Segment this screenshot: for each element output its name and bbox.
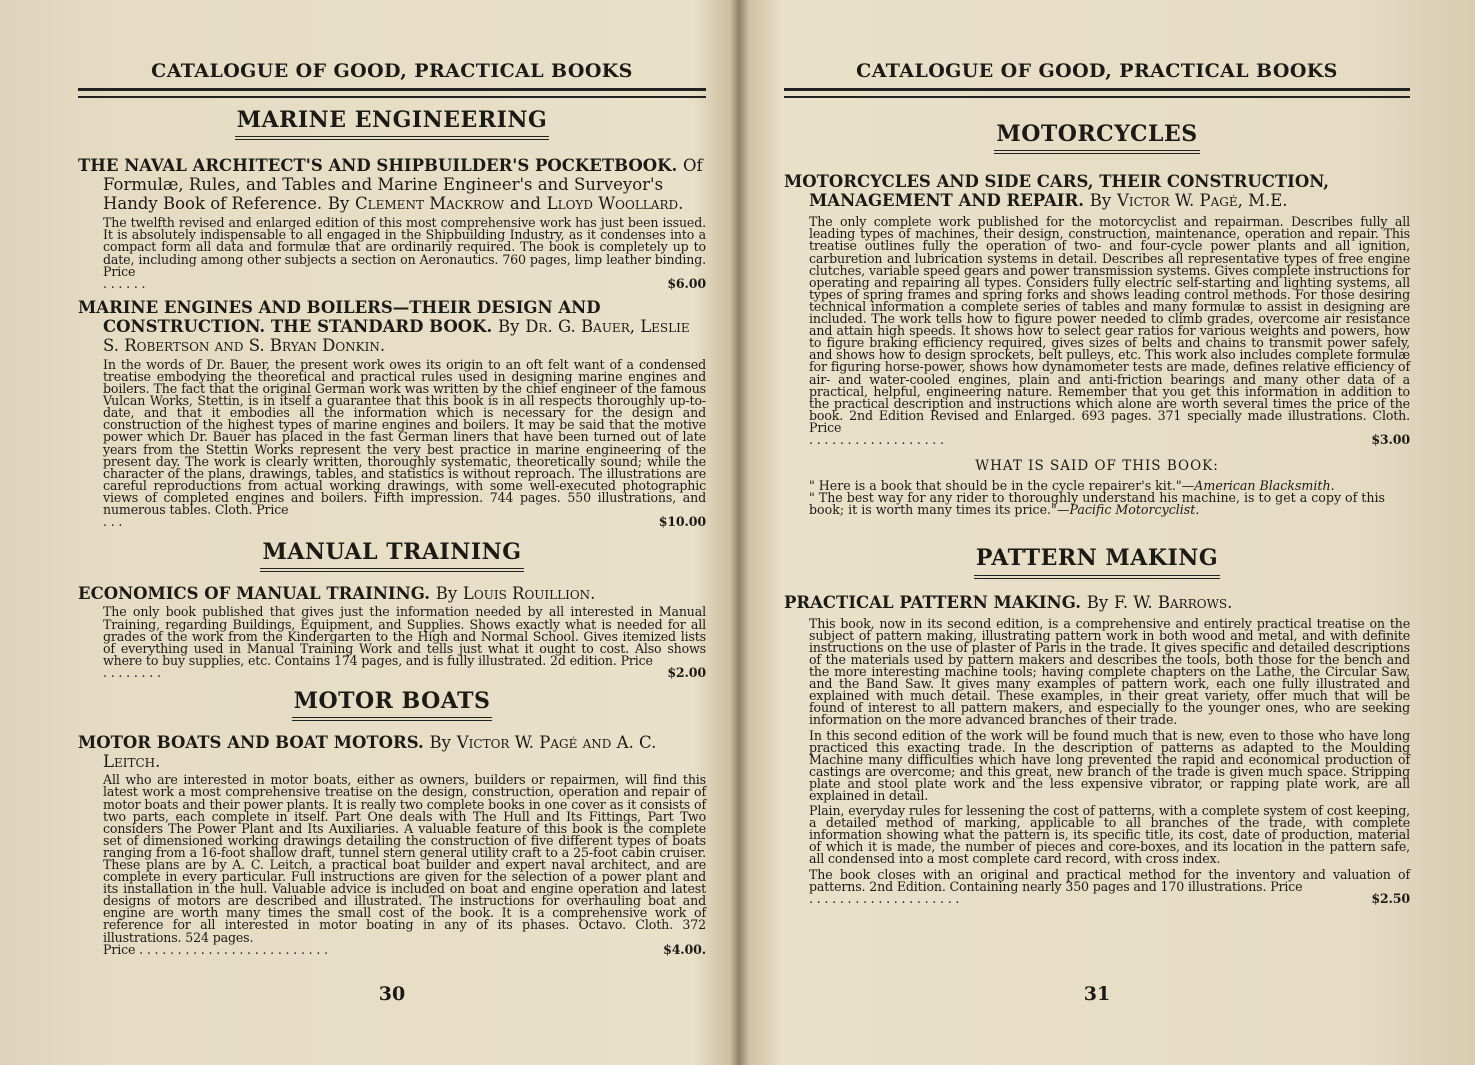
book-description: The only complete work published for the motorcyclist and repairman. Describes fully all leading types of machines, their design, construction, maintenance, operation and repair. This treatise outlines fully the operation of two- and four-cycle power plants and all ignition, carburetion and lubrication systems in detail. Describes all representative types of free engine clutches, variable speed gears and power transmission systems. Gives complete instructions for operating and repairing all types. Considers fully electric self-starting and lighting systems, all types of spring frames and spring forks and shows leading control methods. For those desiring technical information a complete series of tables and many formulæ to assist in designing are included. The work tells how to figure power needed to climb grades, overcome air resistance and attain high speeds. It shows how to select gear ratios for various weights and powers, how to figure braking efficiency required, gives sizes of belts and chains to transmit power safely, and shows how to design sprockets, belt pulleys, etc. This work also includes complete formulæ for figuring horse-power, shows how dynamometer tests are made, defines relative efficiency of air- and water-cooled engines, plain and anti-friction bearings and many other data of a practical, helpful, engineering nature. Remember that you get this information in addition to the practical description and instructions which alone are worth several times the price of the book. 2nd Edition Revised and Enlarged. 693 pages. 371 specially made illustrations. Cloth. Price . . . . . . . . . . . . . . . . . . $3.00 [809,214,1410,447]
price: $4.00. [663,941,706,957]
testimonials-heading: WHAT IS SAID OF THIS BOOK: [975,458,1219,475]
section-heading-pattern-making: PATTERN MAKING [784,546,1410,578]
book-entry-title: PRACTICAL PATTERN MAKING. By F. W. Barrows. [784,592,1233,612]
price: $2.50 [1371,890,1410,906]
price: $2.00 [667,664,706,680]
section-heading-motor-boats: MOTOR BOATS [78,689,706,721]
book-entry-title: MARINE ENGINES AND BOILERS—THEIR DESIGN AND CONSTRUCTION. THE STANDARD BOOK. By Dr. G. Bauer, Leslie S. Robertson and S. Bryan Donkin. [78,297,690,355]
book-entry-title: MOTOR BOATS AND BOAT MOTORS. By Victor W. Pagé and A. C. Leitch. [78,733,657,772]
left-page [78,0,706,1065]
left-page-content [78,108,706,956]
book-description-paragraph: This book, now in its second edition, is a comprehensive and entirely practical treatise on the subject of pattern making, illustrating pattern work in both wood and metal, and with definite instructions on the use of plaster of Paris in the trade. It gives specific and detailed descriptions of the materials used by pattern makers and describes the tools, both those for the bench and the more interesting machine tools; having complete chapters on the Lathe, the Circular Saw, and the Band Saw. It gives many examples of pattern work, each one fully illustrated and explained with much detail. These examples, in their great variety, offer much that will be found of interest to all pattern makers, and especially to the younger ones, who are seeking information on the more advanced branches of their trade. [809,615,1410,728]
page-number-left: 30 [378,983,406,1005]
book-description: The only book published that gives just the information needed by all interested in Manual Training, regarding Buildings, Equipment, and Supplies. Shows exactly what is needed for all grades of the work from the Kindergarten to the High and Normal School. Gives itemized lists of everything used in Manual Training Work and tells just what it ought to cost. Also shows where to buy supplies, etc. Contains 174 pages, and is fully illustrated. 2d edition. Price . . . . . . . . $2.00 [103,604,706,680]
section-heading-manual-training: MANUAL TRAINING [78,540,706,572]
book-description-paragraph: The book closes with an original and practical method for the inventory and valuation of patterns. 2nd Edition. Containing nearly 350 pages and 170 illustrations. Price . . . . . . . . . . . . . . . . . . . . $2.50 [809,866,1410,906]
running-head-right: CATALOGUE OF GOOD, PRACTICAL BOOKS [856,60,1338,82]
book-description-paragraph: Plain, everyday rules for lessening the cost of patterns, with a complete system of cost keeping, a detailed method of marking, applicable to all branches of the trade, with complete information showing what the pattern is, its specific title, its cost, date of production, material of which it is made, the number of pieces and core-boxes, and its location in the pattern safe, all condensed into a most complete card record, with cross index. [809,803,1410,867]
section-heading-motorcycles: MOTORCYCLES [784,122,1410,154]
testimonial-quote: " Here is a book that should be in the cycle repairer's kit."—American Blacksmith. [809,478,1335,494]
price: $10.00 [658,514,706,530]
page-number-right: 31 [1083,983,1111,1005]
book-description-paragraph: In this second edition of the work will be found much that is new, even to those who have long practiced this exacting trade. In the description of patterns as adapted to the Moulding Machine many difficulties which have long prevented the rapid and economical production of castings are overcome; and this great, new branch of the trade is given much space. Stripping plate and stool plate work and the less expensive vibrator, or rapping plate work, are all explained in detail. [809,727,1410,803]
right-page-content [784,122,1410,905]
section-heading-marine-engineering: MARINE ENGINEERING [78,108,706,140]
header-rule-left [78,88,706,98]
price: $3.00 [1371,431,1410,447]
testimonial-quote: " The best way for any rider to thoroughly understand his machine, is to get a copy of this book; it is worth many times its price."—Pacific Motorcyclist. [809,490,1385,518]
book-entry-title: THE NAVAL ARCHITECT'S AND SHIPBUILDER'S POCKETBOOK. Of Formulæ, Rules, and Tables and Marine Engineer's and Surveyor's Handy Book of Reference. By Clement Mackrow and Lloyd Woollard. [78,156,703,214]
book-description: The twelfth revised and enlarged edition of this most comprehensive work has just been issued. It is absolutely indispensable to all engaged in the Shipbuilding Industry, as it condenses into a compact form all data and formulæ that are ordinarily required. The book is completely up to date, including among other subjects a section on Aeronautics. 760 pages, limp leather binding. Price . . . . . . $6.00 [103,215,706,291]
book-description: All who are interested in motor boats, either as owners, builders or repairmen, will find this latest work a most comprehensive treatise on the design, construction, operation and repair of motor boats and their power plants. It is really two complete books in one cover as it consists of two parts, each complete in itself. Part One deals with The Hull and Its Fittings, Part Two considers The Power Plant and Its Auxiliaries. A valuable feature of this book is the complete set of dimensioned working drawings detailing the construction of five different types of boats ranging from a 16-foot shallow draft, tunnel stern general utility craft to a 25-foot cabin cruiser. These plans are by A. C. Leitch, a practical boat builder and expert naval architect, and are complete in every particular. Full instructions are given for the selection of a power plant and its installation in the hull. Valuable advice is included on boat and engine operation and latest designs of motors are described and illustrated. The instructions for overhauling boat and engine are worth many times the small cost of the book. It is a comprehensive work of reference for all interested in motor boating in any of its phases. Octavo. Cloth. 372 illustrations. 524 pages. Price . . . . . . . . . . . . . . . . . . . . . . . . . $4.00. [103,772,706,957]
running-head-left: CATALOGUE OF GOOD, PRACTICAL BOOKS [151,60,633,82]
right-page [784,0,1410,1065]
header-rule-right [784,88,1410,98]
book-entry-title: ECONOMICS OF MANUAL TRAINING. By Louis Rouillion. [78,584,596,604]
book-description: In the words of Dr. Bauer, the present work owes its origin to an oft felt want of a condensed treatise embodying the theoretical and practical rules used in designing marine engines and boilers. The fact that the original German work was written by the chief engineer of the famous Vulcan Works, Stettin, is in itself a guarantee that this book is in all respects thoroughly up-to-date, and that it embodies all the information which is necessary for the design and construction of the highest types of marine engines and boilers. It may be said that the motive power which Dr. Bauer has placed in the fast German liners that have been turned out of late years from the Stettin Works represent the very best practice in marine engineering of the present day. The work is clearly written, thoroughly systematic, theoretically sound; while the character of the plans, drawings, tables, and statistics is without reproach. The illustrations are careful reproductions from actual working drawings, with some well-executed photographic views of completed engines and boilers. Fifth impression. 744 pages. 550 illustrations, and numerous tables. Cloth. Price . . . $10.00 [103,356,706,530]
price: $6.00 [667,275,706,291]
book-entry-title: MOTORCYCLES AND SIDE CARS, THEIR CONSTRUCTION, MANAGEMENT AND REPAIR. By Victor W. Pagé, M.E. [784,172,1330,211]
